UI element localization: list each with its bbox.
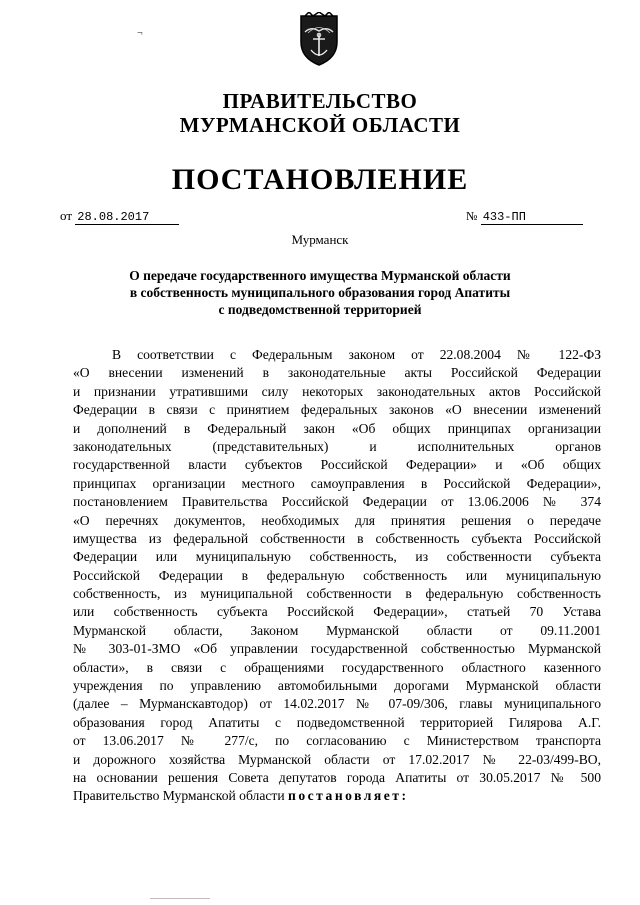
body-line: В соответствии с Федеральным законом от 22.08.2004 № 122-ФЗ (112, 347, 601, 362)
subject-line: в собственность муниципального образования город Апатиты (129, 285, 511, 300)
body-line: «О внесении изменений в законодательные акты Российской Федерации (73, 365, 601, 381)
body-line: «О перечнях документов, необходимых для принятия решения о передаче (73, 512, 601, 528)
body-line: Мурманской области, Законом Мурманской области от 09.11.2001 (73, 622, 601, 638)
date-field (60, 208, 179, 225)
subject-line: О передаче государственного имущества Мурманской области (129, 268, 511, 283)
government-name-line2: МУРМАНСКОЙ ОБЛАСТИ (179, 113, 461, 137)
body-line: имущества из федеральной собственности в собственность субъекта Российской (73, 530, 601, 546)
scan-mark: ¬ (137, 28, 143, 39)
body-line: и дорожного хозяйства Мурманской области от 17.02.2017 № 22-03/499-ВО, (73, 751, 601, 767)
number-prefix: № (466, 209, 478, 223)
body-line: на основании решения Совета депутатов города Апатиты от 30.05.2017 № 500 (73, 769, 601, 785)
body-line: № 303-01-ЗМО «Об управлении государственной собственностью Мурманской (73, 641, 601, 657)
document-body (73, 346, 601, 806)
resolves-word: постановляет: (288, 788, 409, 804)
body-line: и признании утратившими силу некоторых законодательных актов Российской (73, 383, 601, 399)
body-line: Федерации или муниципальную собственность, из собственности субъекта (73, 549, 601, 565)
murmansk-coat-of-arms-icon (297, 12, 341, 68)
city: Мурманск (291, 232, 349, 247)
body-line: и дополнений в Федеральный закон «Об общих принципах организации (73, 420, 601, 436)
body-line: учреждения по управлению автомобильными дорогами Мурманской области (73, 678, 601, 694)
body-line: принципах организации местного самоуправления в Российской Федерации», (73, 475, 601, 491)
footer-divider (150, 898, 210, 899)
body-line: или собственность субъекта Российской Федерации», статьей 70 Устава (73, 604, 601, 620)
body-line: Российской Федерации в федеральную собственность или муниципальную (73, 567, 601, 583)
document-subject (0, 267, 640, 318)
final-prefix: Правительство Мурманской области (73, 788, 289, 804)
body-line: законодательных (представительных) и исполнительных органов (73, 438, 601, 454)
number-field (466, 208, 583, 225)
body-line: (далее – Мурманскавтодор) от 14.02.2017 № 07-09/306, главы муниципального (73, 696, 601, 712)
subject-line: с подведомственной территорией (218, 302, 422, 317)
body-line: Федерации в связи с принятием федеральных законов «О внесении изменений (73, 402, 601, 418)
date-prefix: от (60, 208, 73, 223)
body-line: постановлением Правительства Российской Федерации от 13.06.2006 № 374 (73, 494, 601, 510)
body-line: области», в связи с обращениями государственного областного казенного (73, 659, 601, 675)
body-line: от 13.06.2017 № 277/с, по согласованию с Министерством транспорта (73, 733, 601, 749)
date-value: 28.08.2017 (75, 210, 179, 225)
body-final-line (73, 787, 601, 805)
body-line: образования город Апатиты с подведомственной территорией Гилярова А.Г. (73, 714, 601, 730)
number-value: 433-ПП (481, 210, 583, 225)
document-type: ПОСТАНОВЛЕНИЕ (171, 163, 469, 196)
body-line: собственность, из муниципальной собственности в федеральную собственность (73, 586, 601, 602)
body-line: государственной власти субъектов Российской Федерации» и «Об общих (73, 457, 601, 473)
government-name-line1: ПРАВИТЕЛЬСТВО (222, 89, 418, 113)
